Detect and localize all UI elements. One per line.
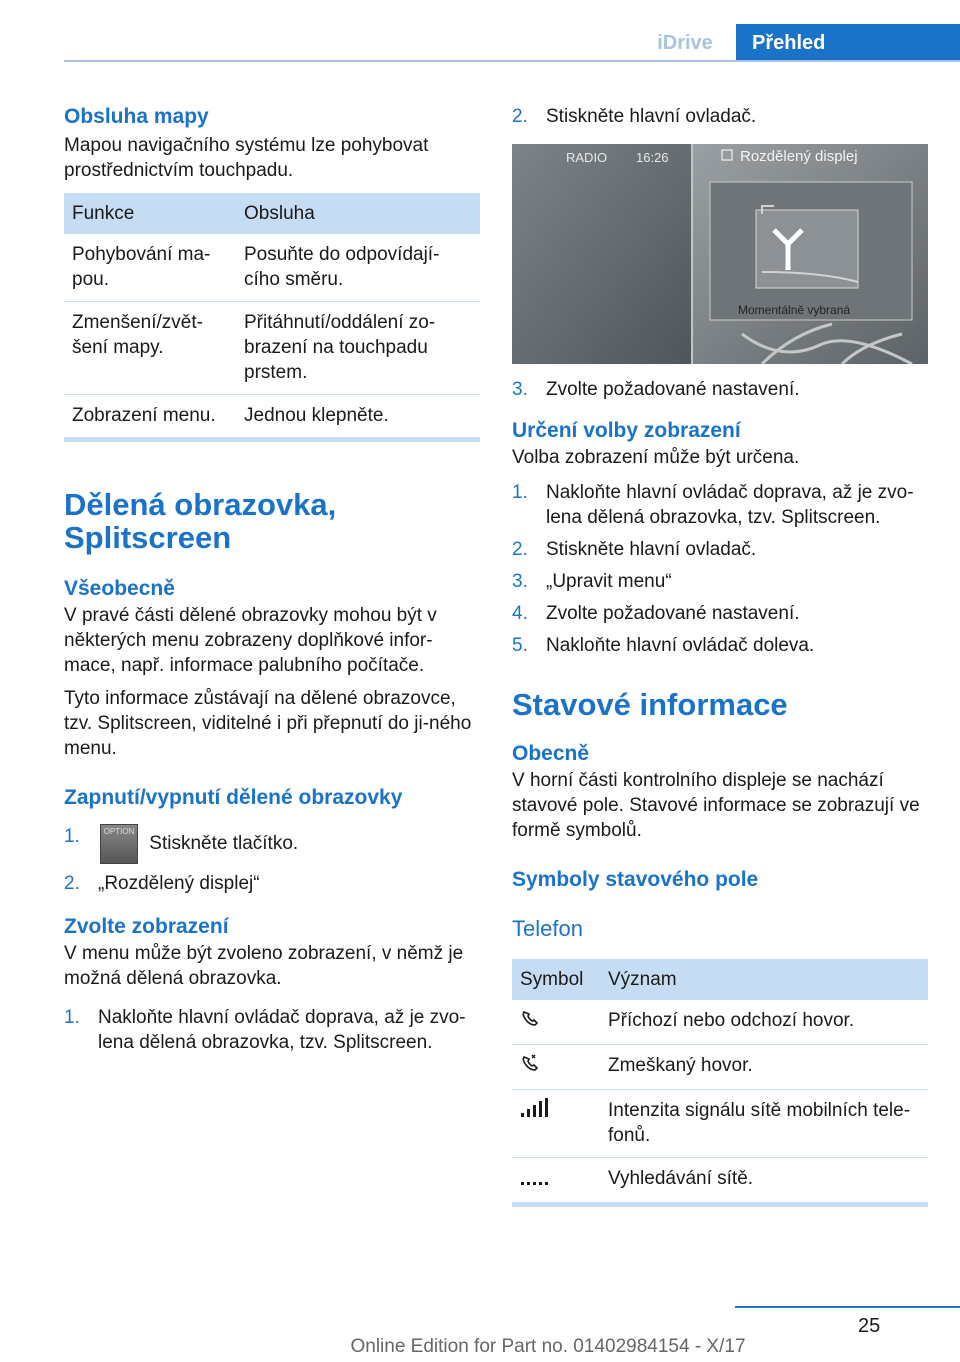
- step-text: „Rozdělený displej“: [98, 873, 260, 894]
- footer-rule: [735, 1306, 960, 1308]
- general-paragraph-2: Tyto informace zůstávají na dělené obrazovce, tzv. Splitscreen, viditelné i při přepnutí do ji-ného menu.: [64, 688, 472, 759]
- missed-call-icon: [520, 1053, 540, 1073]
- step-text: Nakloňte hlavní ovládač doleva.: [546, 635, 815, 656]
- view-steps: [64, 1005, 480, 1055]
- list-item: [512, 377, 928, 402]
- edition-footer: Online Edition for Part no. 01402984154 - X/17: [350, 1336, 746, 1357]
- step-text: Nakloňte hlavní ovládač doprava, až je zvo-lena dělená obrazovka, tzv. Splitscreen.: [98, 1007, 466, 1053]
- display-menu-title: Rozdělený displej: [740, 148, 858, 165]
- define-view-intro: Volba zobrazení může být určena.: [512, 447, 800, 468]
- define-view-title: Určení volby zobrazení: [512, 419, 741, 442]
- step-number: 3.: [512, 379, 528, 400]
- display-current-label: Momentálně vybraná: [738, 303, 851, 317]
- control-display-image: [512, 144, 928, 364]
- status-info-title: Stavové informace: [512, 687, 788, 722]
- right-column-continued: [512, 377, 928, 1207]
- network-search-icon: [520, 1166, 548, 1186]
- step-number: 2.: [512, 539, 528, 560]
- list-item: [512, 601, 928, 626]
- list-item: [512, 569, 928, 594]
- display-radio-label: RADIO: [566, 150, 608, 165]
- continued-steps: [512, 104, 928, 129]
- list-item: [64, 824, 480, 864]
- display-time: 16:26: [636, 150, 669, 165]
- table-row: [64, 395, 480, 438]
- table-header: Význam: [600, 959, 928, 1000]
- table-cell: Přitáhnutí/oddálení zo-brazení na touchpadu prstem.: [236, 302, 480, 395]
- list-item: [512, 633, 928, 658]
- view-title: Zvolte zobrazení: [64, 915, 229, 938]
- table-cell: Zmenšení/zvět-šení mapy.: [64, 302, 236, 395]
- symbols-title: Symboly stavového pole: [512, 868, 759, 891]
- signal-strength-icon: [520, 1098, 548, 1118]
- table-cell: [512, 1158, 600, 1203]
- general-title: Všeobecně: [64, 577, 175, 600]
- onoff-title: Zapnutí/vypnutí dělené obrazovky: [64, 786, 403, 809]
- table-cell: Zobrazení menu.: [72, 405, 216, 426]
- split-screen-title: Dělená obrazovka, Splitscreen: [64, 487, 337, 555]
- table-cell: Příchozí nebo odchozí hovor.: [600, 1000, 928, 1045]
- list-item: [512, 537, 928, 562]
- table-cell: Zmeškaný hovor.: [600, 1045, 928, 1090]
- step-number: 2.: [512, 106, 528, 127]
- table-header: Symbol: [512, 959, 600, 1000]
- step-number: 1.: [512, 482, 528, 503]
- general-paragraph-1: V pravé části dělené obrazovky mohou být v některých menu zobrazeny doplňkové infor-mace, např. informace palubního počítače.: [64, 605, 437, 676]
- table-bottom-rule: [512, 1202, 928, 1207]
- header-divider: [64, 60, 960, 62]
- phone-title: Telefon: [512, 916, 583, 941]
- list-item: [512, 480, 928, 530]
- table-row: [64, 302, 480, 395]
- table-row: [512, 1158, 928, 1203]
- list-item: [64, 871, 480, 896]
- table-cell: Intenzita signálu sítě mobilních tele-fonů.: [600, 1090, 928, 1158]
- step3-list: [512, 377, 928, 402]
- step-text: Nakloňte hlavní ovládač doprava, až je zvo-lena dělená obrazovka, tzv. Splitscreen.: [546, 482, 914, 528]
- option-button-label: OPTION: [103, 827, 135, 836]
- table-cell: [512, 1000, 600, 1045]
- table-cell: Pohybování ma-pou.: [64, 234, 236, 302]
- header-tab-idrive[interactable]: iDrive: [657, 31, 713, 54]
- step-number: 5.: [512, 635, 528, 656]
- page-number: 25: [858, 1315, 881, 1337]
- status-general-paragraph: V horní části kontrolního displeje se nachází stavové pole. Stavové informace se zobrazují ve formě symbolů.: [512, 770, 920, 841]
- table-row: [512, 1000, 928, 1045]
- table-cell: Posuňte do odpovídají-cího směru.: [236, 234, 480, 302]
- table-row: [512, 1045, 928, 1090]
- step-number: 2.: [64, 873, 80, 894]
- step-text: Stiskněte tlačítko.: [149, 833, 299, 855]
- onoff-steps: [64, 824, 480, 896]
- table-cell: [512, 1090, 600, 1158]
- step-text: Stiskněte hlavní ovladač.: [546, 539, 757, 560]
- left-column: [64, 104, 480, 1062]
- table-row: [64, 234, 480, 302]
- table-bottom-rule: [64, 437, 480, 442]
- step-number: 1.: [64, 826, 80, 847]
- list-item: [64, 1005, 480, 1055]
- step-text: „Upravit menu“: [546, 571, 672, 592]
- step-number: 3.: [512, 571, 528, 592]
- table-header: Funkce: [64, 193, 236, 234]
- header-tab-overview[interactable]: Přehled: [736, 24, 960, 62]
- step-text: Zvolte požadované nastavení.: [546, 379, 800, 400]
- step-number: 4.: [512, 603, 528, 624]
- define-view-steps: [512, 480, 928, 658]
- option-button-icon: [100, 824, 138, 864]
- table-header: Obsluha: [236, 193, 480, 234]
- table-cell: Vyhledávání sítě.: [608, 1168, 754, 1189]
- list-item: [512, 104, 928, 129]
- step-text: Stiskněte hlavní ovladač.: [546, 106, 757, 127]
- status-general-title: Obecně: [512, 742, 590, 765]
- right-column: [512, 104, 928, 136]
- step-text: Zvolte požadované nastavení.: [546, 603, 800, 624]
- phone-call-icon: [520, 1008, 540, 1028]
- table-cell: Jednou klepněte.: [244, 405, 389, 426]
- display-illustration: [512, 144, 928, 364]
- step-number: 1.: [64, 1007, 80, 1028]
- phone-symbols-table: [512, 959, 928, 1202]
- table-cell: [512, 1045, 600, 1090]
- map-section-title: Obsluha mapy: [64, 105, 209, 128]
- table-row: [512, 1090, 928, 1158]
- map-intro: Mapou navigačního systému lze pohybovat prostřednictvím touchpadu.: [64, 135, 429, 181]
- view-intro: V menu může být zvoleno zobrazení, v němž je možná dělená obrazovka.: [64, 943, 464, 989]
- map-controls-table: [64, 193, 480, 437]
